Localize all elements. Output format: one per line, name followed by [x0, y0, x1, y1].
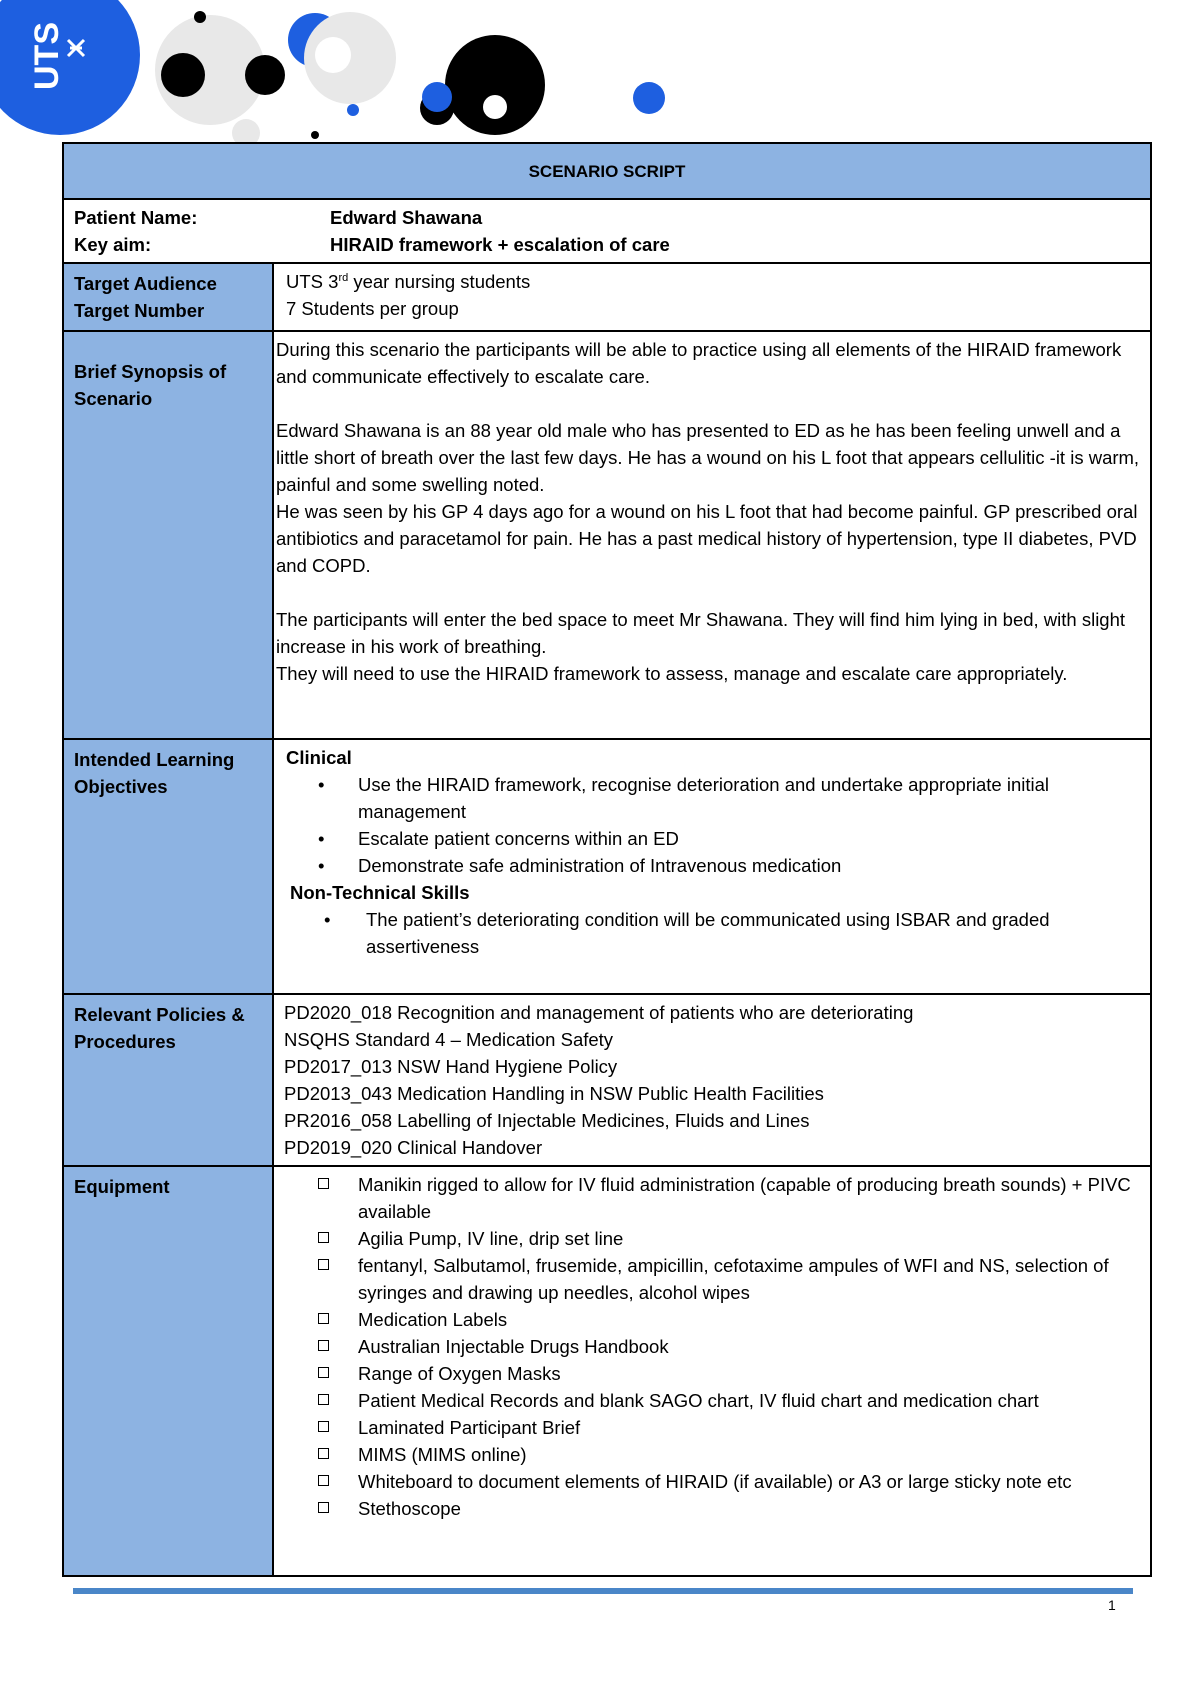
deco-circle	[311, 131, 319, 139]
deco-circle	[445, 35, 545, 135]
deco-circle	[483, 95, 507, 119]
checkbox-icon	[318, 1475, 329, 1486]
target-number-value: 7 Students per group	[286, 298, 459, 319]
audience-row	[63, 263, 1151, 331]
equipment-item: fentanyl, Salbutamol, frusemide, ampicillin, cefotaxime ampules of WFI and NS, selection of syringes and drawing up needles, alcohol wipes	[276, 1252, 1150, 1306]
deco-circle	[245, 55, 285, 95]
synopsis-row	[63, 331, 1151, 739]
uts-logo-text: UTS	[28, 22, 66, 90]
header-decoration	[0, 0, 700, 145]
patient-row	[63, 199, 1151, 263]
equipment-label: Equipment	[63, 1166, 273, 1576]
equipment-item: Manikin rigged to allow for IV fluid administration (capable of producing breath sounds) + PIVC available	[276, 1171, 1150, 1225]
scenario-title: SCENARIO SCRIPT	[63, 143, 1151, 199]
synopsis-paragraph: The participants will enter the bed space to meet Mr Shawana. They will find him lying in bed, with slight increase in his work of breathing.	[276, 609, 1126, 657]
synopsis-paragraph: They will need to use the HIRAID framework to assess, manage and escalate care appropriately.	[276, 663, 1068, 684]
clinical-objectives-list	[276, 771, 1150, 879]
policy-item: PD2017_013 NSW Hand Hygiene Policy	[284, 1056, 618, 1077]
objectives-label: Intended Learning Objectives	[63, 739, 273, 994]
key-aim-label: Key aim:	[74, 234, 152, 255]
list-item: • Demonstrate safe administration of Intravenous medication	[276, 852, 1150, 879]
policy-item: PR2016_058 Labelling of Injectable Medicines, Fluids and Lines	[284, 1110, 810, 1131]
equipment-item: Patient Medical Records and blank SAGO chart, IV fluid chart and medication chart	[276, 1387, 1150, 1414]
equipment-item: Stethoscope	[276, 1495, 1150, 1522]
checkbox-icon	[318, 1259, 329, 1270]
deco-circle	[633, 82, 665, 114]
deco-circle	[194, 11, 206, 23]
checkbox-icon	[318, 1367, 329, 1378]
clinical-heading: Clinical	[286, 747, 352, 768]
synopsis-paragraph: During this scenario the participants will be able to practice using all elements of the HIRAID framework and communicate effectively to escalate care.	[276, 339, 1122, 387]
scenario-table	[62, 142, 1152, 1577]
policies-row	[63, 994, 1151, 1166]
checkbox-icon	[318, 1502, 329, 1513]
checkbox-icon	[318, 1394, 329, 1405]
logo-circle	[0, 0, 140, 135]
deco-circle	[161, 53, 205, 97]
equipment-item: Range of Oxygen Masks	[276, 1360, 1150, 1387]
checkbox-icon	[318, 1340, 329, 1351]
checkbox-icon	[318, 1178, 329, 1189]
objectives-row	[63, 739, 1151, 994]
deco-circle	[315, 37, 351, 73]
equipment-list	[276, 1171, 1150, 1522]
equipment-item: Whiteboard to document elements of HIRAID (if available) or A3 or large sticky note etc	[276, 1468, 1150, 1495]
equipment-item: MIMS (MIMS online)	[276, 1441, 1150, 1468]
page-number: 1	[1108, 1597, 1116, 1613]
list-item: • Use the HIRAID framework, recognise deterioration and undertake appropriate initial management	[276, 771, 1150, 825]
checkbox-icon	[318, 1448, 329, 1459]
footer-divider	[73, 1588, 1133, 1594]
synopsis-label: Brief Synopsis of Scenario	[63, 331, 273, 739]
target-audience-label: Target Audience	[74, 273, 217, 294]
nontech-objectives-list	[276, 906, 1150, 960]
policy-item: PD2020_018 Recognition and management of patients who are deteriorating	[284, 1002, 914, 1023]
key-aim-value: HIRAID framework + escalation of care	[330, 234, 670, 255]
equipment-item: Agilia Pump, IV line, drip set line	[276, 1225, 1150, 1252]
policy-item: PD2013_043 Medication Handling in NSW Public Health Facilities	[284, 1083, 824, 1104]
equipment-item: Medication Labels	[276, 1306, 1150, 1333]
patient-name-value: Edward Shawana	[330, 207, 483, 228]
target-audience-value: UTS 3rd year nursing students	[286, 271, 531, 292]
policy-item: PD2019_020 Clinical Handover	[284, 1137, 543, 1158]
list-item: • The patient’s deteriorating condition will be communicated using ISBAR and graded assertiveness	[276, 906, 1150, 960]
deco-circle	[422, 82, 452, 112]
equipment-row	[63, 1166, 1151, 1576]
synopsis-paragraph: Edward Shawana is an 88 year old male who has presented to ED as he has been feeling unwell and a little short of breath over the last few days. He has a wound on his L foot that appears cellulitic -it is warm, painful and some swelling noted.	[276, 420, 1140, 495]
policies-label: Relevant Policies & Procedures	[63, 994, 273, 1166]
list-item: • Escalate patient concerns within an ED	[276, 825, 1150, 852]
checkbox-icon	[318, 1421, 329, 1432]
equipment-item: Laminated Participant Brief	[276, 1414, 1150, 1441]
equipment-item: Australian Injectable Drugs Handbook	[276, 1333, 1150, 1360]
nontech-heading: Non-Technical Skills	[290, 882, 470, 903]
checkbox-icon	[318, 1232, 329, 1243]
target-number-label: Target Number	[74, 300, 205, 321]
patient-name-label: Patient Name:	[74, 207, 198, 228]
checkbox-icon	[318, 1313, 329, 1324]
deco-circle	[347, 104, 359, 116]
policy-item: NSQHS Standard 4 – Medication Safety	[284, 1029, 614, 1050]
synopsis-paragraph: He was seen by his GP 4 days ago for a wound on his L foot that had become painful. GP prescribed oral antibiotics and paracetamol for pain. He has a past medical history of hypertension, type II diabetes, PVD and COPD.	[276, 501, 1138, 576]
